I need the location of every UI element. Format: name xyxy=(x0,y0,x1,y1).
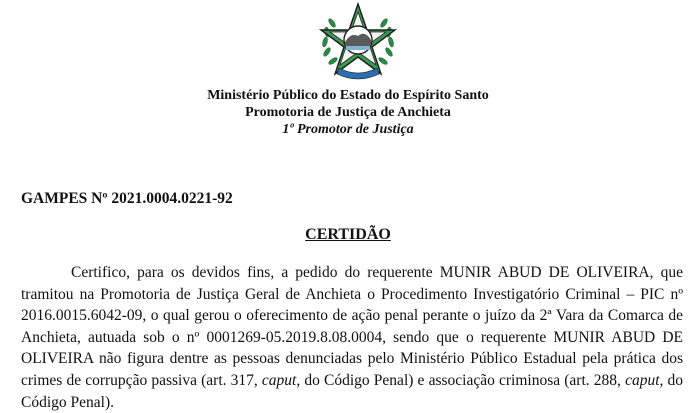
body-text: , do xyxy=(659,371,684,389)
prosecutor-title: 1º Promotor de Justiça xyxy=(282,122,414,137)
body-text: , do Código Penal) e associação criminosa (art. 288, xyxy=(296,371,626,389)
caput-term: caput xyxy=(261,371,297,389)
institution-name: Ministério Público do Estado do Espírito Santo xyxy=(207,88,489,103)
body-line: 2016.0015.6042-09, o qual gerou o oferecimento de ação penal perante o juízo da 2ª Vara da Comarca de xyxy=(21,307,683,325)
document-title: CERTIDÃO xyxy=(305,226,391,243)
office-name: Promotoria de Justiça de Anchieta xyxy=(245,105,451,120)
certificate-body xyxy=(21,262,683,413)
body-line: Código Penal). xyxy=(21,393,114,411)
body-line: tramitou na Promotoria de Justiça Geral de Anchieta o Procedimento Investigatório Criminal – PIC nº xyxy=(21,285,683,303)
coat-of-arms-icon xyxy=(313,2,403,84)
gampes-number: GAMPES Nº 2021.0004.0221-92 xyxy=(21,190,233,207)
body-line: Anchieta, autuada sob o nº 0001269-05.2019.8.08.0004, sendo que o requerente MUNIR ABUD DE xyxy=(21,328,683,346)
caput-term: caput xyxy=(625,371,660,389)
body-line: Certifico, para os devidos fins, a pedido do requerente MUNIR ABUD DE OLIVEIRA, que xyxy=(71,264,683,281)
body-line xyxy=(21,370,683,392)
body-line: OLIVEIRA não figura dentre as pessoas denunciadas pelo Ministério Público Estadual pela prática dos xyxy=(21,350,683,368)
body-text: crimes de corrupção passiva (art. 317, xyxy=(21,371,262,389)
